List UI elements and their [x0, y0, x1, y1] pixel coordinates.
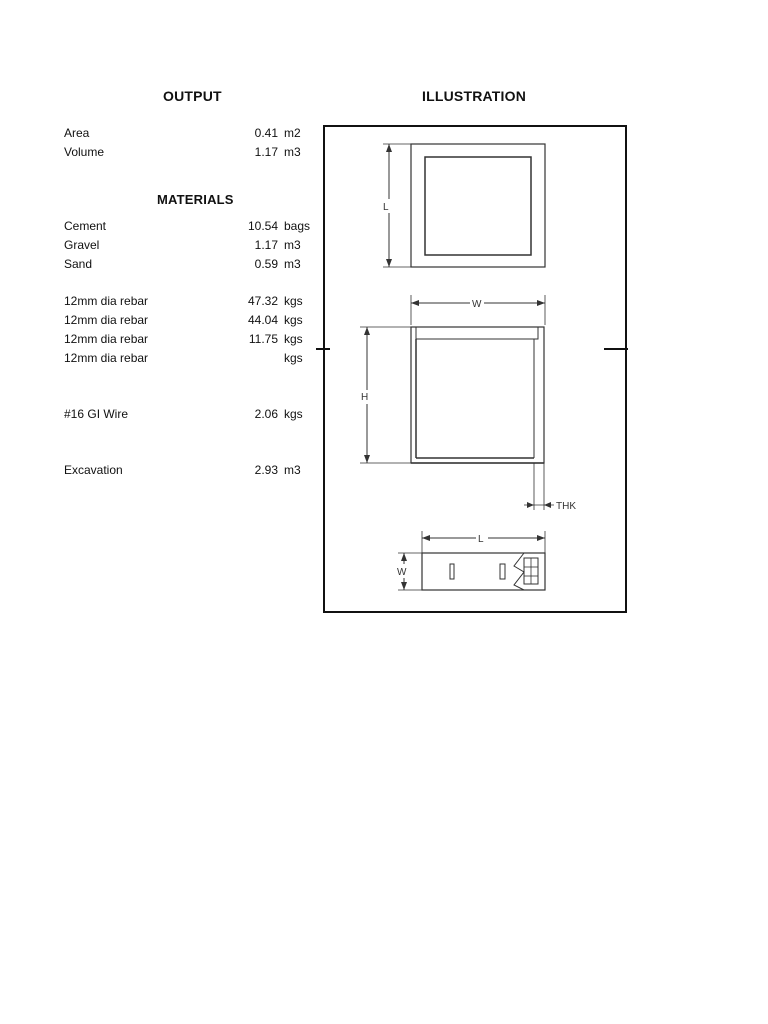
elevation-width-label: W: [397, 567, 407, 578]
plan-view: [383, 144, 545, 267]
row-value: 47.32: [247, 294, 278, 308]
elevation-view: [398, 531, 545, 590]
row-unit: kgs: [284, 407, 303, 421]
materials-heading: MATERIALS: [157, 192, 234, 207]
row-value: 1.17: [254, 145, 278, 159]
row-unit: m3: [284, 463, 301, 477]
row-unit: m3: [284, 257, 301, 271]
section-thickness-label: THK: [556, 501, 576, 512]
elevation-length-label: L: [478, 534, 484, 545]
row-label: Area: [64, 126, 90, 140]
row-unit: kgs: [284, 294, 303, 308]
row-unit: m2: [284, 126, 301, 140]
row-value: 11.75: [248, 332, 278, 346]
row-label: 12mm dia rebar: [64, 332, 149, 346]
row-label: Excavation: [64, 463, 123, 477]
row-label: Gravel: [64, 238, 100, 252]
row-label: #16 GI Wire: [64, 407, 129, 421]
row-unit: bags: [284, 219, 311, 233]
row-value: 0.59: [254, 257, 278, 271]
row-value: 2.93: [254, 463, 278, 477]
row-value: 10.54: [247, 219, 278, 233]
section-height-label: H: [361, 392, 369, 403]
row-unit: kgs: [284, 332, 303, 346]
row-label: Sand: [64, 257, 93, 271]
output-heading: OUTPUT: [163, 88, 222, 104]
plan-length-label: L: [383, 202, 389, 213]
row-value: 2.06: [254, 407, 278, 421]
row-unit: m3: [284, 238, 301, 252]
section-view: [360, 295, 554, 510]
row-label: Cement: [64, 219, 107, 233]
row-value: 0.41: [254, 126, 278, 140]
row-unit: m3: [284, 145, 301, 159]
illustration-heading: ILLUSTRATION: [422, 88, 527, 104]
row-label: 12mm dia rebar: [64, 294, 149, 308]
row-unit: kgs: [284, 351, 303, 365]
row-label: 12mm dia rebar: [64, 313, 149, 327]
row-label: 12mm dia rebar: [64, 351, 149, 365]
row-value: 1.17: [254, 238, 278, 252]
row-unit: kgs: [284, 313, 303, 327]
section-width-label: W: [472, 299, 482, 310]
row-label: Volume: [64, 145, 105, 159]
row-value: 44.04: [247, 313, 278, 327]
